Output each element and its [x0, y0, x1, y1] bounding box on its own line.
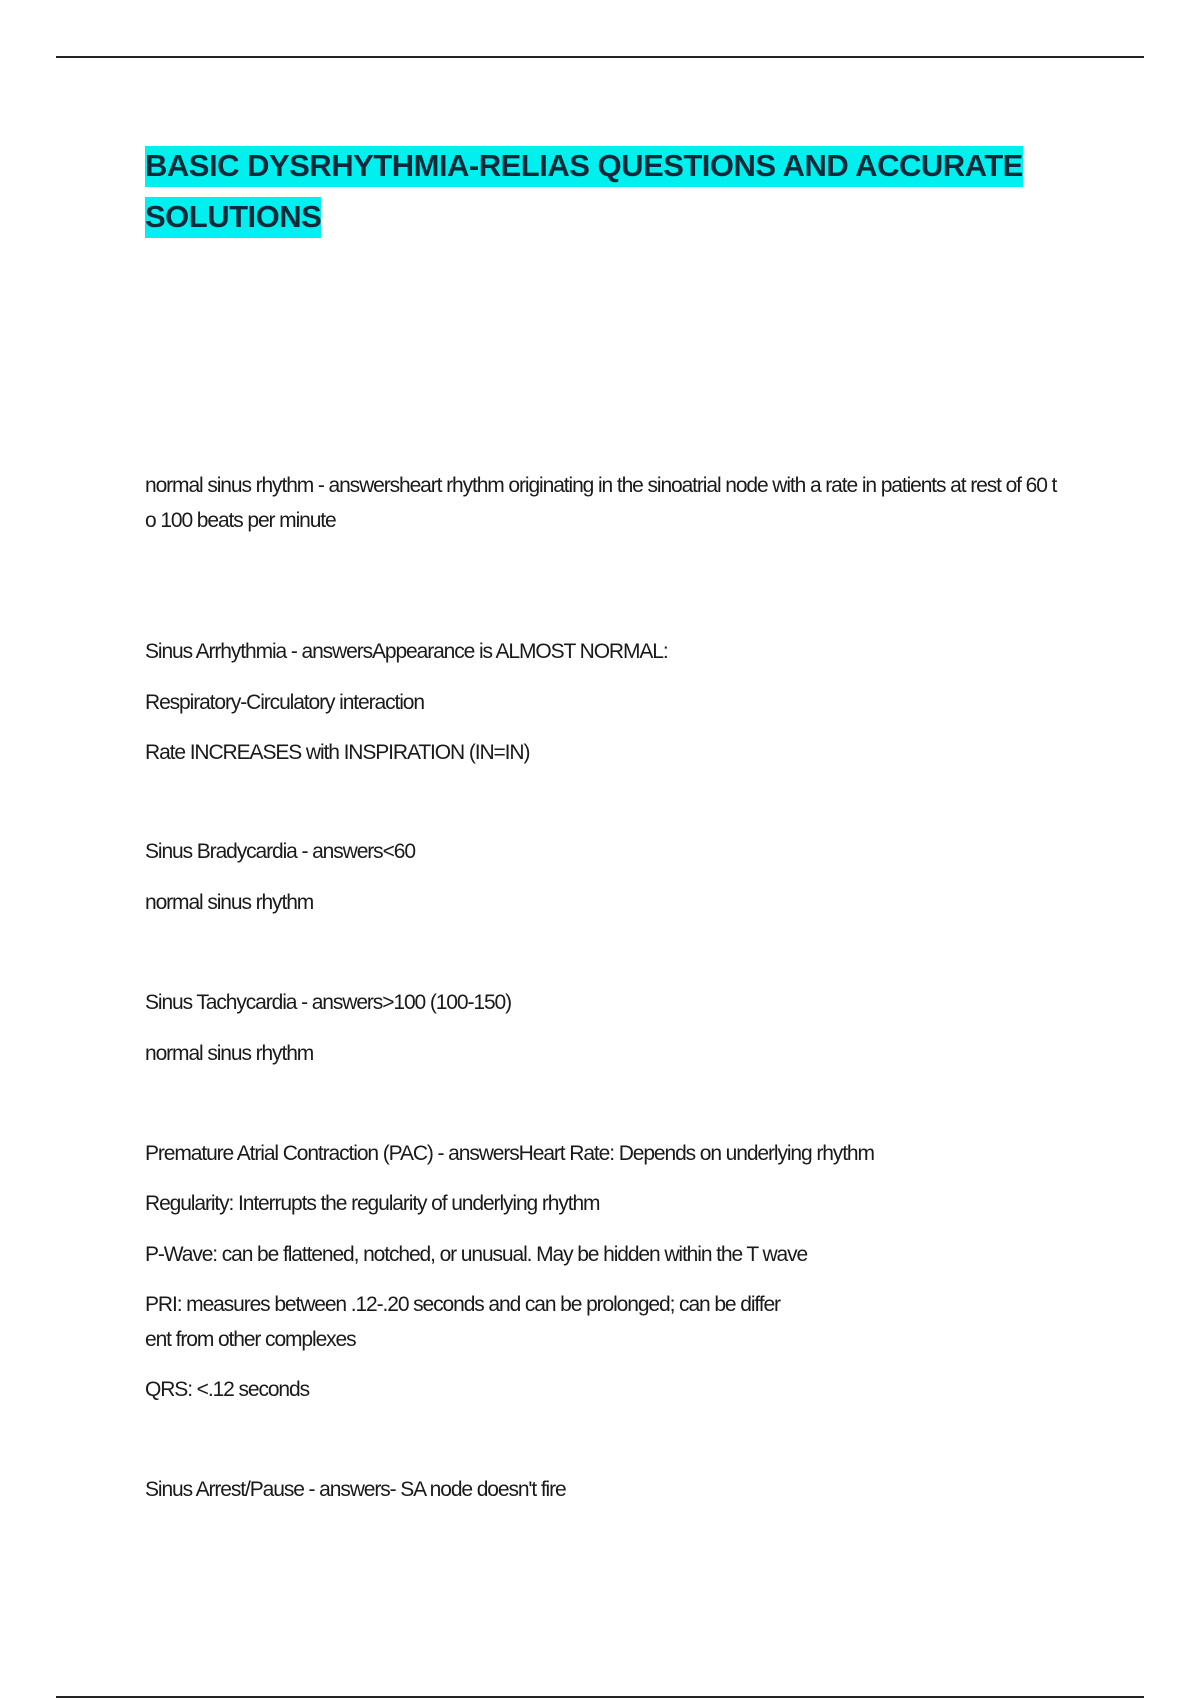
paragraph-rate-increases: Rate INCREASES with INSPIRATION (IN=IN)	[145, 741, 530, 764]
paragraph-normal-sinus-rhythm-3: normal sinus rhythm	[145, 1042, 314, 1065]
document-title	[145, 140, 1045, 242]
top-rule	[56, 56, 1144, 58]
paragraph-sinus-bradycardia: Sinus Bradycardia - answers<60	[145, 840, 415, 863]
title-highlight: BASIC DYSRHYTHMIA-RELIAS QUESTIONS AND ACCURATE SOLUTIONS	[145, 146, 1023, 238]
paragraph-normal-sinus-rhythm-2: normal sinus rhythm	[145, 891, 314, 914]
paragraph-normal-sinus-rhythm: normal sinus rhythm - answersheart rhythm originating in the sinoatrial node with a rate in patients at rest of 60 to 100 beats per minute	[145, 474, 1057, 532]
paragraph-sinus-tachycardia: Sinus Tachycardia - answers>100 (100-150)	[145, 991, 511, 1014]
paragraph-regularity: Regularity: Interrupts the regularity of underlying rhythm	[145, 1192, 600, 1215]
paragraph-sinus-arrhythmia: Sinus Arrhythmia - answersAppearance is ALMOST NORMAL:	[145, 640, 668, 663]
paragraph-respiratory-interaction: Respiratory-Circulatory interaction	[145, 691, 424, 714]
paragraph-sinus-arrest: Sinus Arrest/Pause - answers- SA node doesn't fire	[145, 1478, 566, 1501]
bottom-rule	[56, 1696, 1144, 1698]
paragraph-pac: Premature Atrial Contraction (PAC) - answersHeart Rate: Depends on underlying rhythm	[145, 1142, 874, 1165]
paragraph-pri: PRI: measures between .12-.20 seconds and can be prolonged; can be different from other complexes	[145, 1293, 780, 1351]
paragraph-p-wave: P-Wave: can be flattened, notched, or unusual. May be hidden within the T wave	[145, 1243, 808, 1266]
paragraph-qrs: QRS: <.12 seconds	[145, 1378, 309, 1401]
